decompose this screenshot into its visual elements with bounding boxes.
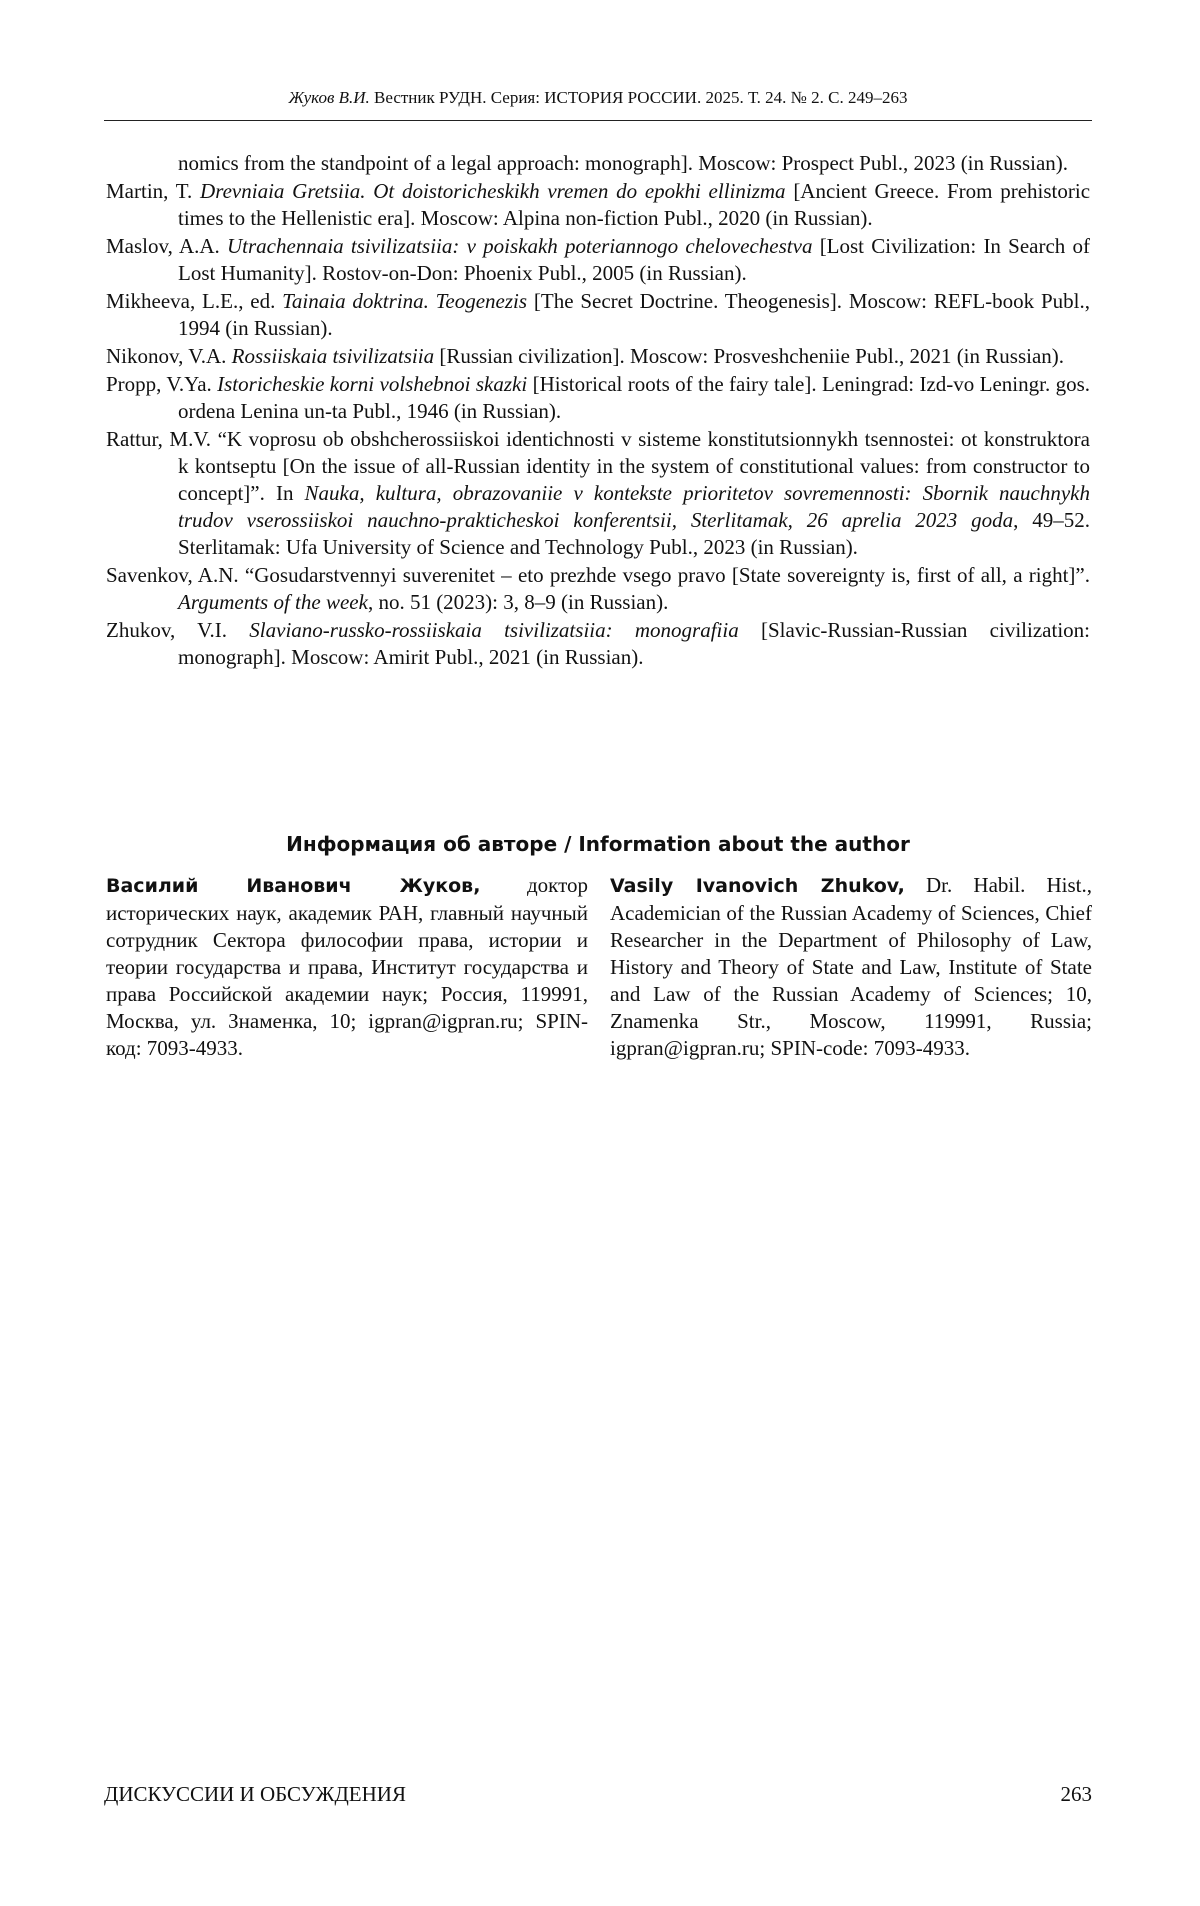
author-text-en: Dr. Habil. Hist., Academician of the Russian Academy of Sciences, Chief Researcher in the Department of Philosophy of Law, History and Theory of State and Law, Institute of State and Law of the Russian Academy of Sciences; 10, Znamenka Str., Moscow, 119991, Russia; igpran@igpran.ru; SPIN-code: 7093-4933. [610,873,1092,1060]
reference-maslov: Maslov, A.A. Utrachennaia tsivilizatsiia: v poiskakh poteriannogo chelovechestva [Lost Civilization: In Search of Lost Humanity]. Rostov-on-Don: Phoenix Publ., 2005 (in Russian). [106,233,1090,287]
author-name-ru: Василий Иванович Жуков, [106,875,480,897]
author-name-en: Vasily Ivanovich Zhukov, [610,875,905,897]
journal-page [0,0,1200,1906]
running-head-journal: Вестник РУДН. Серия: ИСТОРИЯ РОССИИ. 2025. Т. 24. № 2. С. 249–263 [374,88,907,107]
reference-nikonov: Nikonov, V.A. Rossiiskaia tsivilizatsiia [Russian civilization]. Moscow: Prosveshcheniie Publ., 2021 (in Russian). [106,343,1090,370]
reference-rattur: Rattur, M.V. “K voprosu ob obshcherossiiskoi identichnosti v sisteme konstitutsionnykh tsennostei: ot konstruktora k kontseptu [On the issue of all-Russian identity in the system of constitutional values: from constructor to concept]”. In Nauka, kultura, obrazovaniie v kontekste prioritetov sovremennosti: Sbornik nauchnykh trudov vserossiiskoi nauchno-prakticheskoi konferentsii, Sterlitamak, 26 aprelia 2023 goda, 49–52. Sterlitamak: Ufa University of Science and Technology Publ., 2023 (in Russian). [106,426,1090,561]
reference-list [106,150,1090,672]
author-text-ru: доктор исторических наук, академик РАН, главный научный сотрудник Сектора философии права, истории и теории государства и права, Институт государства и права Российской академии наук; Россия, 119991, Москва, ул. Знаменка, 10; igpran@igpran.ru; SPIN-код: 7093-4933. [106,873,588,1060]
reference-propp: Propp, V.Ya. Istoricheskie korni volshebnoi skazki [Historical roots of the fairy tale]. Leningrad: Izd-vo Leningr. gos. ordena Lenina un-ta Publ., 1946 (in Russian). [106,371,1090,425]
reference-continued: nomics from the standpoint of a legal approach: monograph]. Moscow: Prospect Publ., 2023 (in Russian). [106,150,1090,177]
running-head-author: Жуков В.И. [289,88,370,107]
author-info-ru [106,872,588,1062]
footer-section-title: ДИСКУССИИ И ОБСУЖДЕНИЯ [104,1782,406,1807]
reference-zhukov: Zhukov, V.I. Slaviano-russko-rossiiskaia tsivilizatsiia: monografiia [Slavic-Russian-Russian civilization: monograph]. Moscow: Amirit Publ., 2021 (in Russian). [106,617,1090,671]
running-head [104,88,1092,108]
author-info-en [610,872,1092,1062]
author-info-heading: Информация об авторе / Information about the author [104,832,1092,856]
reference-martin: Martin, T. Drevniaia Gretsiia. Ot doistoricheskikh vremen do epokhi ellinizma [Ancient Greece. From prehistoric times to the Hellenistic era]. Moscow: Alpina non-fiction Publ., 2020 (in Russian). [106,178,1090,232]
header-divider [104,120,1092,121]
page-number: 263 [1061,1782,1093,1807]
reference-savenkov: Savenkov, A.N. “Gosudarstvennyi suverenitet – eto prezhde vsego pravo [State sovereignty is, first of all, a right]”. Arguments of the week, no. 51 (2023): 3, 8–9 (in Russian). [106,562,1090,616]
reference-mikheeva: Mikheeva, L.E., ed. Tainaia doktrina. Teogenezis [The Secret Doctrine. Theogenesis]. Moscow: REFL-book Publ., 1994 (in Russian). [106,288,1090,342]
